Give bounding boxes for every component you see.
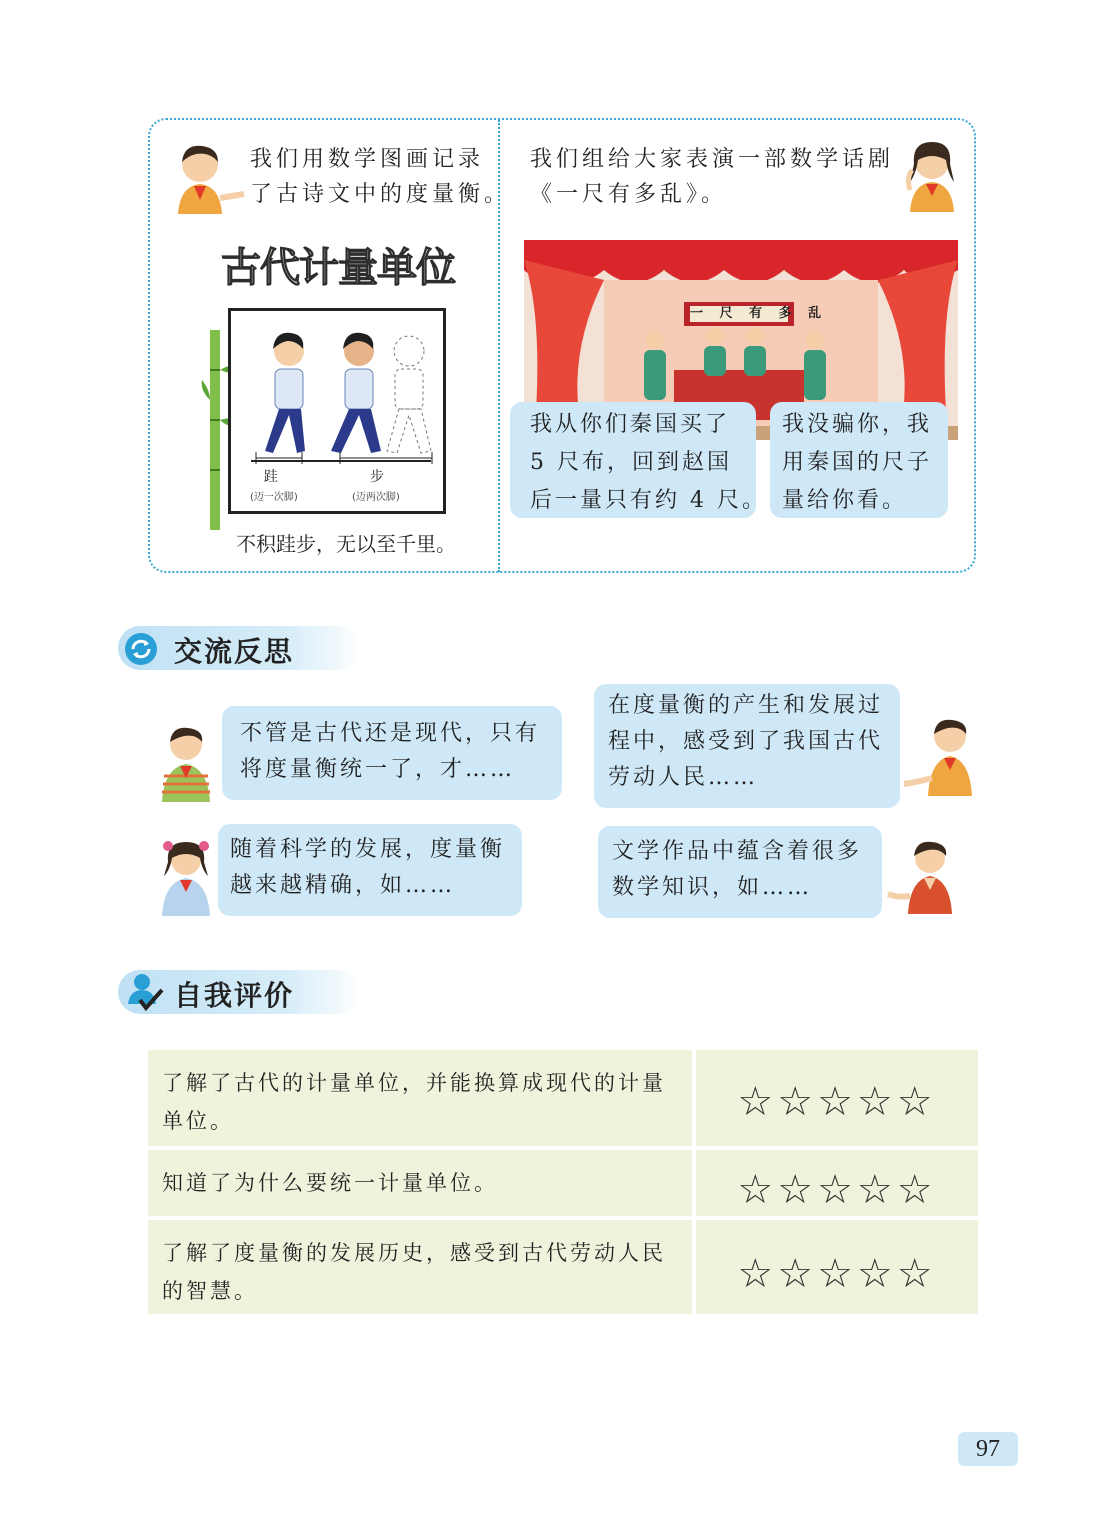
stage-banner: 一 尺 有 多 乱	[690, 306, 828, 321]
label-kui-note: (迈一次脚)	[250, 492, 298, 503]
eval-row-1-text	[148, 1050, 692, 1146]
eval-row-2-text	[148, 1150, 692, 1216]
person-check-icon	[124, 972, 164, 1012]
right-caption-line1: 我们组给大家表演一部数学话剧	[530, 147, 895, 172]
dialog-2-line1: 在度量衡的产生和发展过	[608, 693, 884, 718]
star-rating[interactable]: ☆☆☆☆☆	[737, 1251, 937, 1297]
eval-row-3-line1: 了解了度量衡的发展历史，感受到古代劳动人民	[162, 1241, 666, 1265]
eval-row-1-rating[interactable]	[696, 1050, 978, 1146]
boy-avatar-red	[886, 836, 962, 914]
section-title-selfeval: 自我评价	[174, 979, 295, 1012]
dialog-1-line2: 将度量衡统一了，才……	[240, 757, 516, 782]
bubble-left-line2: 5 尺布，回到赵国	[530, 450, 732, 475]
poster-title: 古代计量单位	[221, 245, 455, 291]
left-caption-line1: 我们用数学图画记录	[250, 147, 485, 172]
dialog-3-line1: 随着科学的发展，度量衡	[230, 837, 506, 862]
label-kui: 跬	[264, 469, 278, 485]
bubble-left-line3: 后一量只有约 4 尺。	[530, 488, 767, 513]
bubble-right-line2: 用秦国的尺子	[782, 450, 933, 475]
dialog-4-line2: 数学知识，如……	[612, 875, 813, 900]
dialog-4-line1: 文学作品中蕴含着很多	[612, 839, 863, 864]
cycle-icon	[124, 632, 158, 666]
poster-box	[228, 308, 446, 514]
eval-row-3-text	[148, 1220, 692, 1314]
poster-caption: 不积跬步，无以至千里。	[236, 532, 456, 556]
dialog-3-line2: 越来越精确，如……	[230, 873, 456, 898]
boy-avatar-striped	[156, 720, 220, 802]
section-title-reflect: 交流反思	[174, 635, 295, 668]
eval-row-1-line1: 了解了古代的计量单位，并能换算成现代的计量	[162, 1071, 666, 1095]
eval-row-3-line2: 的智慧。	[162, 1279, 258, 1303]
star-rating[interactable]: ☆☆☆☆☆	[737, 1167, 937, 1213]
boy-avatar-orange	[904, 712, 982, 796]
eval-row-2-rating[interactable]	[696, 1150, 978, 1216]
star-rating[interactable]: ☆☆☆☆☆	[737, 1079, 937, 1125]
boy-avatar	[166, 138, 246, 218]
dialog-2-line2: 程中，感受到了我国古代	[608, 729, 884, 754]
girl-avatar	[900, 134, 964, 214]
bubble-right-line3: 量给你看。	[782, 488, 908, 513]
left-caption-line2: 了古诗文中的度量衡。	[250, 182, 511, 207]
label-bu: 步	[370, 469, 384, 485]
bubble-right-line1: 我没骗你，我	[782, 412, 933, 437]
girl-avatar-blue	[156, 836, 216, 916]
bubble-left-line1: 我从你们秦国买了	[530, 412, 731, 437]
eval-row-3-rating[interactable]	[696, 1220, 978, 1314]
walking-boys-illustration	[231, 311, 443, 511]
eval-row-2-line1: 知道了为什么要统一计量单位。	[162, 1171, 498, 1195]
page-number: 97	[958, 1432, 1018, 1466]
dialog-2-line3: 劳动人民……	[608, 765, 759, 790]
dialog-1-line1: 不管是古代还是现代，只有	[240, 721, 541, 746]
measure-arrows	[236, 452, 436, 466]
eval-row-1-line2: 单位。	[162, 1109, 234, 1133]
right-caption-line2: 《一尺有多乱》。	[530, 182, 728, 207]
label-bu-note: (迈两次脚)	[352, 492, 400, 503]
